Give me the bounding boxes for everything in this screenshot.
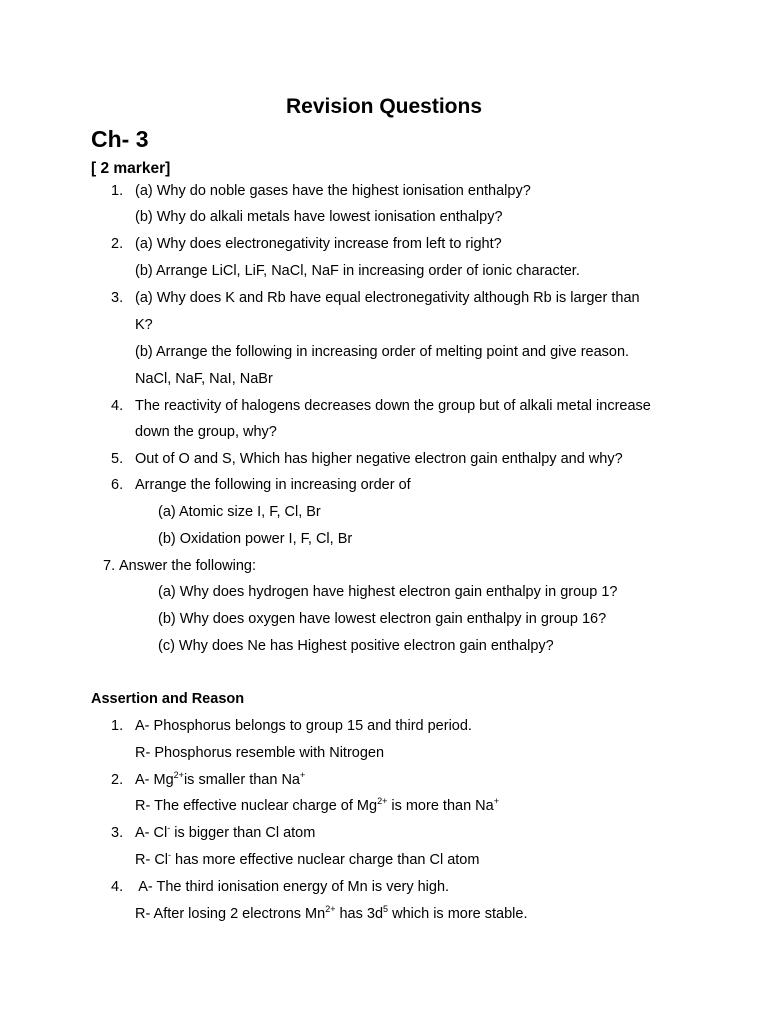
text: A- Cl (135, 825, 168, 841)
superscript: 2+ (173, 770, 184, 780)
text: is smaller than Na (183, 772, 300, 788)
reason-line: R- Phosphorus resemble with Nitrogen (135, 745, 385, 761)
assertion-number: 2. (111, 772, 124, 788)
text: A- Mg (135, 772, 174, 788)
superscript: - (168, 850, 172, 860)
text: has more effective nuclear charge than Cl atom (171, 852, 480, 868)
assertion-line: A- Phosphorus belongs to group 15 and third period. (135, 718, 472, 734)
question-line: (b) Arrange the following in increasing order of melting point and give reason. (135, 344, 630, 360)
sub-question-line: (a) Atomic size I, F, Cl, Br (158, 504, 321, 520)
superscript: 2+ (377, 796, 388, 806)
question-number: 4. (111, 398, 124, 414)
superscript: + (299, 770, 306, 780)
assertion-number: 1. (111, 718, 124, 734)
question-line: down the group, why? (135, 424, 277, 440)
superscript: 5 (383, 904, 389, 914)
question-line: NaCl, NaF, NaI, NaBr (135, 371, 273, 387)
question-number: 2. (111, 236, 124, 252)
text: is bigger than Cl atom (170, 825, 316, 841)
reason-line (135, 796, 499, 816)
reason-line (135, 850, 479, 870)
question-line: Answer the following: (119, 558, 257, 574)
text: R- The effective nuclear charge of Mg (135, 798, 378, 814)
assertion-number: 3. (111, 825, 124, 841)
assertion-line: A- The third ionisation energy of Mn is very high. (135, 879, 450, 895)
assertion-reason-heading: Assertion and Reason (91, 691, 245, 707)
question-number: 6. (111, 477, 124, 493)
superscript: + (493, 796, 499, 806)
reason-line (135, 904, 527, 924)
superscript: 2+ (325, 904, 336, 914)
question-line: Out of O and S, Which has higher negative electron gain enthalpy and why? (135, 451, 623, 467)
text: has 3d (335, 906, 384, 922)
text: is more than Na (387, 798, 494, 814)
superscript: - (167, 823, 171, 833)
question-line: (a) Why do noble gases have the highest ionisation enthalpy? (135, 183, 531, 199)
sub-question-line: (c) Why does Ne has Highest positive electron gain enthalpy? (158, 638, 554, 654)
question-number: 3. (111, 290, 124, 306)
question-number: 1. (111, 183, 124, 199)
question-line: (a) Why does K and Rb have equal electronegativity although Rb is larger than (135, 290, 640, 306)
question-number: 7. (103, 558, 116, 574)
question-line: The reactivity of halogens decreases down the group but of alkali metal increase (135, 398, 651, 414)
page-title: Revision Questions (285, 95, 483, 118)
marker-heading: [ 2 marker] (91, 160, 171, 177)
question-line: (b) Arrange LiCl, LiF, NaCl, NaF in increasing order of ionic character. (135, 263, 580, 279)
assertion-number: 4. (111, 879, 124, 895)
assertion-line (135, 770, 305, 790)
question-line: (b) Why do alkali metals have lowest ionisation enthalpy? (135, 209, 503, 225)
text: R- Cl (135, 852, 169, 868)
chapter-heading: Ch- 3 (91, 126, 149, 152)
question-line: (a) Why does electronegativity increase from left to right? (135, 236, 502, 252)
question-line: K? (135, 317, 153, 333)
sub-question-line: (b) Oxidation power I, F, Cl, Br (158, 531, 353, 547)
text: which is more stable. (388, 906, 528, 922)
sub-question-line: (a) Why does hydrogen have highest electron gain enthalpy in group 1? (158, 584, 618, 600)
sub-question-line: (b) Why does oxygen have lowest electron gain enthalpy in group 16? (158, 611, 607, 627)
assertion-line (135, 823, 315, 843)
question-line: Arrange the following in increasing order of (135, 477, 411, 493)
question-number: 5. (111, 451, 124, 467)
text: R- After losing 2 electrons Mn (135, 906, 326, 922)
